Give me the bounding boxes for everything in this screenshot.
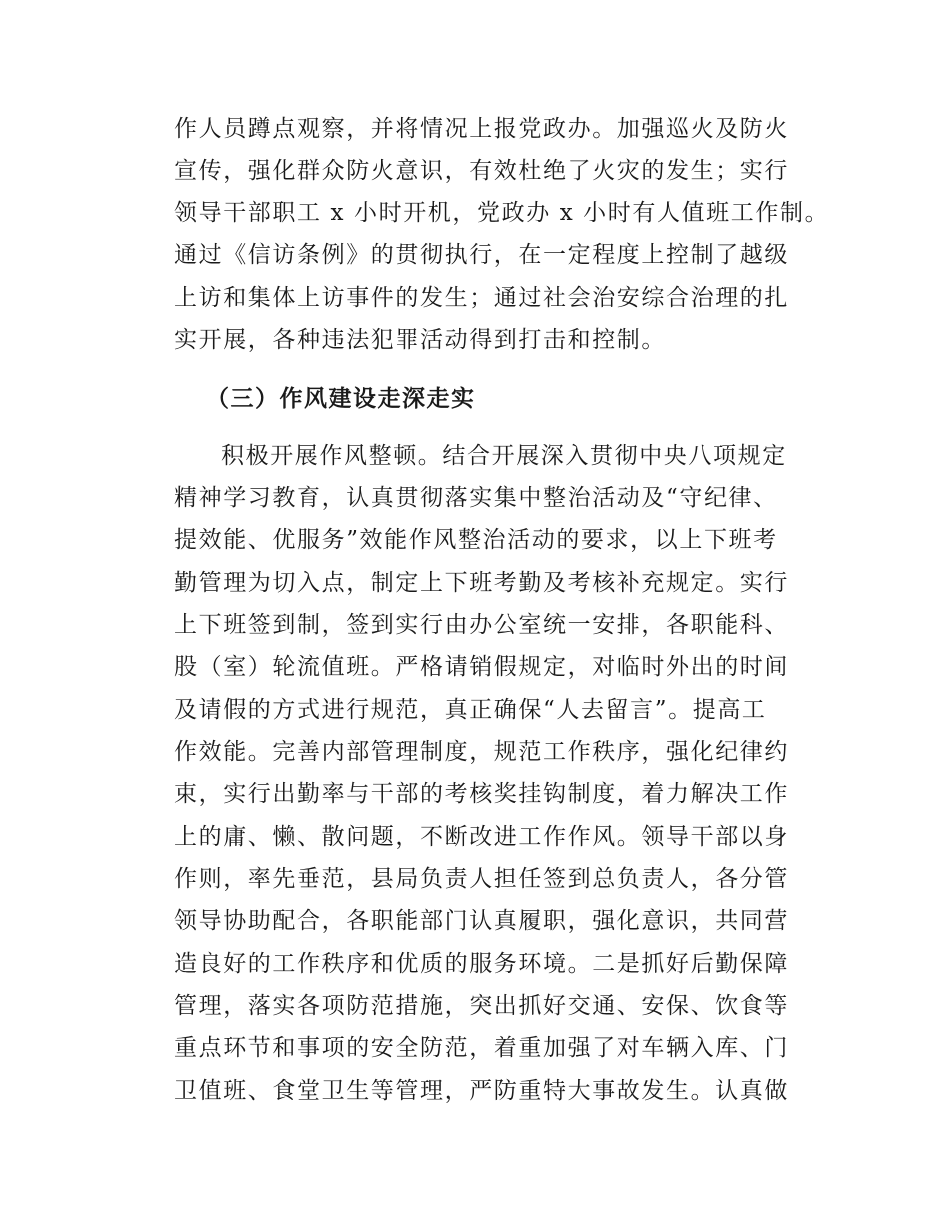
paragraph-line: 宣传，强化群众防火意识，有效杜绝了火灾的发生；实行 (174, 158, 789, 184)
paragraph-line: 积极开展作风整顿。结合开展深入贯彻中央八项规定 (221, 443, 787, 469)
paragraph-line: 束，实行出勤率与干部的考核奖挂钩制度，着力解决工作 (174, 781, 789, 807)
paragraph-line: 提效能、优服务”效能作风整治活动的要求，以上下班考 (174, 527, 778, 553)
section-heading: （三）作风建设走深走实 (206, 386, 476, 412)
paragraph-line: 勤管理为切入点，制定上下班考勤及考核补充规定。实行 (174, 570, 789, 596)
paragraph-line: 上访和集体上访事件的发生；通过社会治安综合治理的扎 (174, 285, 789, 311)
paragraph-line: 作人员蹲点观察，并将情况上报党政办。加强巡火及防火 (174, 116, 789, 142)
paragraph-line: 领导协助配合，各职能部门认真履职，强化意识，共同营 (174, 908, 789, 934)
paragraph-line: 造良好的工作秩序和优质的服务环境。二是抓好后勤保障 (174, 951, 789, 977)
paragraph-line: 实开展，各种违法犯罪活动得到打击和控制。 (174, 327, 666, 353)
paragraph-line: 及请假的方式进行规范，真正确保“人去留言”。提高工 (174, 697, 767, 723)
paragraph-line: 管理，落实各项防范措施，突出抓好交通、安保、饮食等 (174, 993, 789, 1019)
paragraph-line: 领导干部职工 x 小时开机，党政办 x 小时有人值班工作制。 (174, 200, 830, 226)
paragraph-line: 作则，率先垂范，县局负责人担任签到总负责人，各分管 (174, 866, 789, 892)
paragraph-line: 上的庸、懒、散问题，不断改进工作作风。领导干部以身 (174, 824, 789, 850)
paragraph-line: 上下班签到制，签到实行由办公室统一安排，各职能科、 (174, 612, 789, 638)
paragraph-line: 精神学习教育，认真贯彻落实集中整治活动及“守纪律、 (174, 485, 778, 511)
paragraph-line: 重点环节和事项的安全防范，着重加强了对车辆入库、门 (174, 1035, 789, 1061)
paragraph-line: 通过《信访条例》的贯彻执行，在一定程度上控制了越级 (174, 242, 789, 268)
paragraph-line: 作效能。完善内部管理制度，规范工作秩序，强化纪律约 (174, 739, 789, 765)
paragraph-line: 卫值班、食堂卫生等管理，严防重特大事故发生。认真做 (174, 1078, 789, 1104)
paragraph-line: 股（室）轮流值班。严格请销假规定，对临时外出的时间 (174, 654, 789, 680)
